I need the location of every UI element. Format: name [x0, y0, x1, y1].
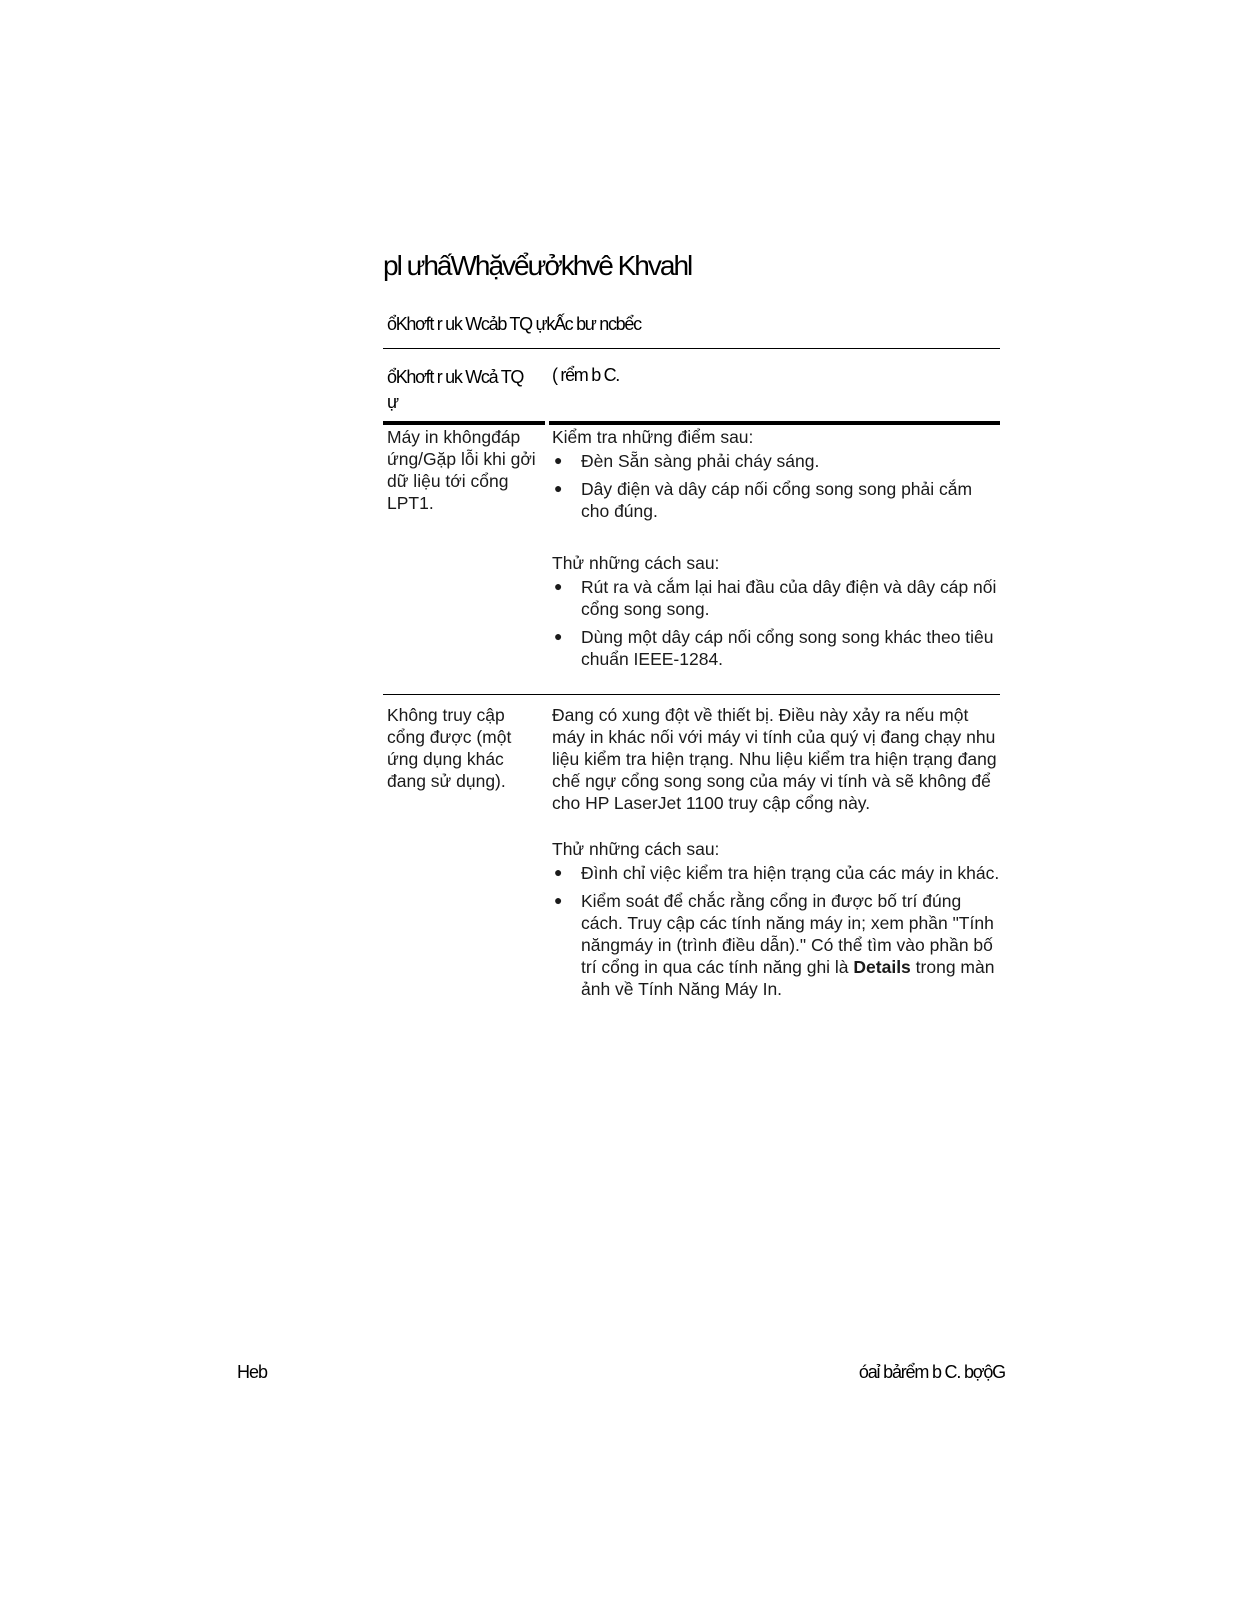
page-title: pl ưhấWhặvểưởkhvê Khvahl [383, 250, 692, 281]
bullet-icon: ● [554, 578, 563, 594]
row-1-problem: Máy in khôngđáp ứng/Gặp lỗi khi gởi dữ liệu tới cổng LPT1. [387, 427, 536, 513]
row-1-intro: Kiểm tra những điểm sau: [552, 427, 754, 447]
row-2-intro: Đang có xung đột về thiết bị. Điều này xảy ra nếu một máy in khác nối với máy vi tính của quý vị đang chạy nhu liệu kiểm tra hiện trạng. Nhu liệu kiểm tra hiện trạng đang chế ngự cổng song song của máy vi tính và sẽ không để cho HP LaserJet 1100 truy cập cổng này. [552, 705, 997, 813]
list-item: ● Dây điện và dây cáp nối cổng song song phải cắm cho đúng. [554, 479, 973, 521]
bullet-icon: ● [554, 864, 563, 880]
table-header-solution: ( rểm b C. [552, 365, 620, 385]
row-2-try-list [552, 862, 1004, 1000]
bullet-icon: ● [554, 628, 563, 644]
row-1-check-list [552, 450, 1004, 522]
footer-left: Heb [237, 1362, 268, 1382]
table-top-rule [383, 348, 1000, 349]
bullet-icon: ● [554, 452, 563, 468]
row-divider [383, 694, 1000, 695]
header-rule-left [383, 421, 545, 425]
bullet-icon: ● [554, 892, 563, 908]
row-2-problem: Không truy cập cổng được (một ứng dụng khác đang sử dụng). [387, 705, 512, 791]
bullet-icon: ● [554, 480, 563, 496]
row-2-solution [552, 704, 1004, 1006]
footer-right: óaỉ bảrểm b C. bợộG [858, 1362, 1005, 1382]
row-1-solution [552, 426, 1004, 676]
row-1-try-intro: Thử những cách sau: [552, 553, 720, 573]
list-item: ● Đình chỉ việc kiểm tra hiện trạng của các máy in khác. [554, 863, 1000, 883]
details-label: Details [853, 957, 911, 977]
table-caption: ổKhơft r uk Wcảb TQ ựkẤc bư ncbểc [387, 314, 641, 334]
list-item: ● Kiểm soát để chắc rằng cổng in được bố trí đúng cách. Truy cập các tính năng máy in; xem phần "Tính năngmáy in (trình điều dẫn)." Có thể tìm vào phần bố trí cổng in qua các tính năng ghi là Details trong màn ảnh về Tính Năng Máy In. [554, 891, 995, 999]
list-item: ● Rút ra và cắm lại hai đầu của dây điện và dây cáp nối cổng song song. [554, 577, 997, 619]
row-1-try-list [552, 576, 1004, 670]
list-item: ● Dùng một dây cáp nối cổng song song khác theo tiêu chuẩn IEEE-1284. [554, 627, 994, 669]
header-rule-right [549, 421, 1000, 425]
row-2-try-intro: Thử những cách sau: [552, 839, 720, 859]
list-item: ● Đèn Sẵn sàng phải cháy sáng. [554, 451, 820, 471]
table-header-problem: ổKhơft r uk Wcả TQ ự [387, 367, 524, 412]
